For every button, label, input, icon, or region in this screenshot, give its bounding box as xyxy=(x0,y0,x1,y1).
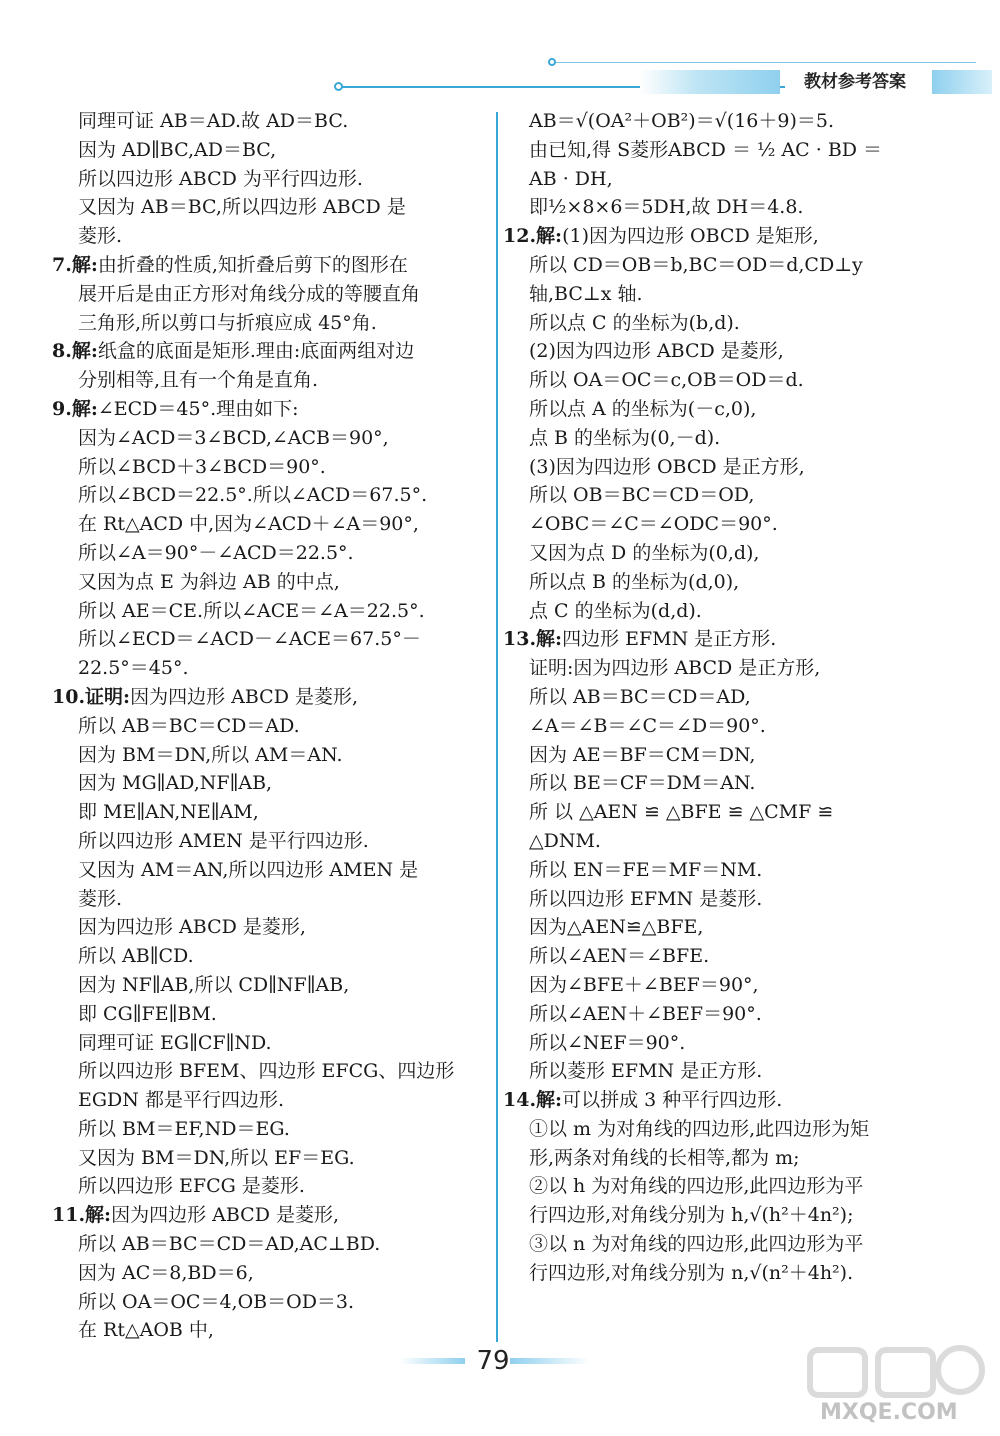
question-label: 11.解: xyxy=(52,1204,112,1227)
line-text: 因为 BM＝DN,所以 AM＝AN. xyxy=(78,743,343,766)
header-rule xyxy=(556,62,976,63)
text-line xyxy=(503,1201,933,1230)
line-text: 证明:因为四边形 ABCD 是正方形, xyxy=(529,657,821,680)
line-text: 在 Rt△ACD 中,因为∠ACD＋∠A＝90°, xyxy=(78,513,419,536)
text-line xyxy=(503,539,933,568)
question-label: 9.解: xyxy=(52,397,98,420)
line-text: ①以 m 为对角线的四边形,此四边形为矩 xyxy=(529,1117,870,1140)
text-line xyxy=(52,1230,492,1259)
text-line xyxy=(503,597,933,626)
line-text: 可以拼成 3 种平行四边形. xyxy=(562,1089,783,1112)
text-line xyxy=(52,856,492,885)
question-label: 10.证明: xyxy=(52,685,131,708)
line-text: 所 以 △AEN ≌ △BFE ≌ △CMF ≌ xyxy=(529,801,834,824)
text-line xyxy=(503,1029,933,1058)
line-text: 因为∠BFE＋∠BEF＝90°, xyxy=(529,973,759,996)
text-line xyxy=(503,453,933,482)
line-text: ③以 n 为对角线的四边形,此四边形为平 xyxy=(529,1233,864,1256)
line-text: ∠A＝∠B＝∠C＝∠D＝90°. xyxy=(529,714,766,737)
line-text: ∠OBC＝∠C＝∠ODC＝90°. xyxy=(529,513,778,536)
line-text: 分别相等,且有一个角是直角. xyxy=(78,369,319,392)
text-line xyxy=(52,1144,492,1173)
text-line xyxy=(52,481,492,510)
line-text: 所以 OA＝OC＝4,OB＝OD＝3. xyxy=(78,1290,355,1313)
text-line xyxy=(52,1115,492,1144)
header-bar-end xyxy=(932,70,992,94)
text-line xyxy=(503,1115,933,1144)
text-line xyxy=(52,1259,492,1288)
text-line xyxy=(503,769,933,798)
line-text: 因为四边形 ABCD 是菱形, xyxy=(78,916,306,939)
line-text: 又因为 AM＝AN,所以四边形 AMEN 是 xyxy=(78,858,419,881)
line-text: 菱形. xyxy=(78,225,123,248)
line-text: 所以∠AEN＝∠BFE. xyxy=(529,945,710,968)
line-text: 因为 AE＝BF＝CM＝DN, xyxy=(529,743,756,766)
question-label: 7.解: xyxy=(52,253,98,276)
text-line xyxy=(52,827,492,856)
header-dot-icon xyxy=(548,58,556,66)
line-text: ∠ECD＝45°.理由如下: xyxy=(97,397,299,420)
question-label: 13.解: xyxy=(503,628,563,651)
line-text: 即½×8×6＝5DH,故 DH＝4.8. xyxy=(529,196,804,219)
text-line xyxy=(503,798,933,827)
text-line xyxy=(503,654,933,683)
text-line xyxy=(52,1288,492,1317)
line-text: 所以 OA＝OC＝c,OB＝OD＝d. xyxy=(529,369,804,392)
line-text: 因为四边形 ABCD 是菱形, xyxy=(130,685,359,708)
text-line xyxy=(503,337,933,366)
text-line xyxy=(52,107,492,136)
line-text: 所以∠NEF＝90°. xyxy=(529,1031,686,1054)
text-line xyxy=(503,712,933,741)
line-text: 因为 NF∥AB,所以 CD∥NF∥AB, xyxy=(78,973,350,996)
line-text: 由折叠的性质,知折叠后剪下的图形在 xyxy=(97,253,408,276)
text-line xyxy=(503,366,933,395)
line-text: 所以四边形 EFCG 是菱形. xyxy=(78,1175,305,1198)
line-text: 因为∠ACD＝3∠BCD,∠ACB＝90°, xyxy=(78,426,389,449)
text-line xyxy=(503,395,933,424)
line-text: 因为四边形 ABCD 是菱形, xyxy=(111,1204,340,1227)
text-line xyxy=(503,827,933,856)
line-text: 所以四边形 BFEM、四边形 EFCG、四边形 xyxy=(78,1060,455,1083)
text-line xyxy=(52,309,492,338)
line-text: (2)因为四边形 ABCD 是菱形, xyxy=(529,340,784,363)
line-text: 所以∠ECD＝∠ACD－∠ACE＝67.5°－ xyxy=(78,628,421,651)
line-text: 由已知,得 S菱形ABCD ＝ ½ AC · BD ＝ xyxy=(529,138,883,161)
text-line xyxy=(52,885,492,914)
line-text: 所以四边形 EFMN 是菱形. xyxy=(529,887,763,910)
text-line xyxy=(52,568,492,597)
question-label: 14.解: xyxy=(503,1089,563,1112)
line-text: 因为△AEN≌△BFE, xyxy=(529,916,704,939)
header-dot-icon xyxy=(334,82,343,91)
line-text: 所以四边形 ABCD 为平行四边形. xyxy=(78,167,363,190)
line-text: 点 C 的坐标为(d,d). xyxy=(529,599,702,622)
text-line xyxy=(52,597,492,626)
text-line xyxy=(52,741,492,770)
text-line xyxy=(503,481,933,510)
line-text: 行四边形,对角线分别为 h,√(h²＋4n²); xyxy=(529,1204,854,1227)
text-line xyxy=(503,1172,933,1201)
line-text: 因为 AD∥BC,AD＝BC, xyxy=(78,138,277,161)
text-line xyxy=(503,942,933,971)
text-line xyxy=(52,1029,492,1058)
text-line xyxy=(52,424,492,453)
line-text: 轴,BC⊥x 轴. xyxy=(529,282,643,305)
text-line xyxy=(52,251,492,280)
line-text: 所以∠BCD＋3∠BCD＝90°. xyxy=(78,455,326,478)
text-line xyxy=(503,510,933,539)
line-text: 即 CG∥FE∥BM. xyxy=(78,1002,217,1025)
line-text: 所以 BM＝EF,ND＝EG. xyxy=(78,1117,290,1140)
line-text: 所以 BE＝CF＝DM＝AN. xyxy=(529,772,756,795)
watermark-text: MXQE.COM xyxy=(820,1400,958,1425)
line-text: 所以∠A＝90°－∠ACD＝22.5°. xyxy=(78,541,354,564)
text-line xyxy=(503,741,933,770)
line-text: 同理可证 AB＝AD.故 AD＝BC. xyxy=(78,110,349,132)
line-text: 22.5°＝45°. xyxy=(78,657,189,680)
text-line xyxy=(52,366,492,395)
text-line xyxy=(52,1086,492,1115)
text-line xyxy=(503,1086,933,1115)
question-label: 8.解: xyxy=(52,340,98,363)
section-title: 教材参考答案 xyxy=(804,72,906,92)
line-text: 所以 AE＝CE.所以∠ACE＝∠A＝22.5°. xyxy=(78,599,425,622)
text-line xyxy=(503,222,933,251)
text-line xyxy=(503,309,933,338)
text-line xyxy=(503,568,933,597)
text-line xyxy=(503,136,933,165)
line-text: (1)因为四边形 OBCD 是矩形, xyxy=(562,225,819,248)
text-line xyxy=(503,193,933,222)
text-line xyxy=(52,1201,492,1230)
line-text: 所以 AB＝BC＝CD＝AD. xyxy=(78,714,300,737)
text-line xyxy=(52,453,492,482)
text-line xyxy=(503,424,933,453)
line-text: (3)因为四边形 OBCD 是正方形, xyxy=(529,455,805,478)
text-line xyxy=(503,625,933,654)
text-line xyxy=(52,165,492,194)
footer-decoration xyxy=(400,1358,465,1364)
line-text: 所以点 A 的坐标为(－c,0), xyxy=(529,397,757,420)
text-line xyxy=(503,683,933,712)
text-line xyxy=(52,193,492,222)
line-text: 即 ME∥AN,NE∥AM, xyxy=(78,801,259,824)
line-text: 所以 AB＝BC＝CD＝AD,AC⊥BD. xyxy=(78,1233,381,1256)
text-line xyxy=(503,1000,933,1029)
line-text: 菱形. xyxy=(78,887,123,910)
line-text: 点 B 的坐标为(0,－d). xyxy=(529,426,721,449)
line-text: 行四边形,对角线分别为 n,√(n²＋4h²). xyxy=(529,1261,854,1284)
header-bar xyxy=(640,70,780,94)
text-line xyxy=(52,798,492,827)
text-line xyxy=(52,971,492,1000)
column-divider xyxy=(496,112,498,1342)
footer-decoration xyxy=(510,1358,590,1364)
right-column xyxy=(503,107,933,1288)
line-text: 纸盒的底面是矩形.理由:底面两组对边 xyxy=(97,340,415,363)
text-line xyxy=(52,136,492,165)
line-text: 因为 AC＝8,BD＝6, xyxy=(78,1261,254,1284)
question-label: 12.解: xyxy=(503,225,563,248)
line-text: ②以 h 为对角线的四边形,此四边形为平 xyxy=(529,1175,864,1198)
text-line xyxy=(52,1000,492,1029)
text-line xyxy=(52,913,492,942)
line-text: AB · DH, xyxy=(529,167,613,190)
line-text: AB＝√(OA²＋OB²)＝√(16＋9)＝5. xyxy=(529,110,835,132)
line-text: 所以四边形 AMEN 是平行四边形. xyxy=(78,829,369,852)
line-text: 又因为点 D 的坐标为(0,d), xyxy=(529,541,760,564)
text-line xyxy=(503,1259,933,1288)
line-text: 因为 MG∥AD,NF∥AB, xyxy=(78,772,273,795)
line-text: 所以 CD＝OB＝b,BC＝OD＝d,CD⊥y xyxy=(529,253,863,276)
text-line xyxy=(52,712,492,741)
line-text: 所以菱形 EFMN 是正方形. xyxy=(529,1060,763,1083)
line-text: 三角形,所以剪口与折痕应成 45°角. xyxy=(78,311,377,334)
text-line xyxy=(52,625,492,654)
line-text: 同理可证 EG∥CF∥ND. xyxy=(78,1031,272,1054)
line-text: 又因为点 E 为斜边 AB 的中点, xyxy=(78,570,340,593)
text-line xyxy=(52,769,492,798)
line-text: 又因为 BM＝DN,所以 EF＝EG. xyxy=(78,1146,355,1169)
text-line xyxy=(52,395,492,424)
text-line xyxy=(503,165,933,194)
line-text: 又因为 AB＝BC,所以四边形 ABCD 是 xyxy=(78,196,406,219)
text-line xyxy=(503,971,933,1000)
text-line xyxy=(52,337,492,366)
text-line xyxy=(52,222,492,251)
text-line xyxy=(52,1316,492,1345)
line-text: 所以∠AEN＋∠BEF＝90°. xyxy=(529,1002,762,1025)
text-line xyxy=(503,251,933,280)
line-text: 在 Rt△AOB 中, xyxy=(78,1319,214,1342)
line-text: 所以 AB∥CD. xyxy=(78,945,194,968)
text-line xyxy=(503,280,933,309)
line-text: EGDN 都是平行四边形. xyxy=(78,1089,284,1112)
line-text: 四边形 EFMN 是正方形. xyxy=(562,628,777,651)
line-text: 所以点 C 的坐标为(b,d). xyxy=(529,311,740,334)
line-text: 所以 EN＝FE＝MF＝NM. xyxy=(529,858,763,881)
line-text: 形,两条对角线的长相等,都为 m; xyxy=(529,1146,800,1169)
text-line xyxy=(52,683,492,712)
text-line xyxy=(503,885,933,914)
text-line xyxy=(503,107,933,136)
text-line xyxy=(52,942,492,971)
line-text: 所以 OB＝BC＝CD＝OD, xyxy=(529,484,755,507)
line-text: △DNM. xyxy=(529,829,601,852)
text-line xyxy=(52,280,492,309)
text-line xyxy=(52,510,492,539)
text-line xyxy=(503,913,933,942)
line-text: 所以 AB＝BC＝CD＝AD, xyxy=(529,685,751,708)
text-line xyxy=(503,1230,933,1259)
text-line xyxy=(52,539,492,568)
text-line xyxy=(52,654,492,683)
text-line xyxy=(503,856,933,885)
left-column xyxy=(52,107,492,1345)
page-number: 79 xyxy=(476,1346,510,1376)
text-line xyxy=(52,1057,492,1086)
line-text: 展开后是由正方形对角线分成的等腰直角 xyxy=(78,282,421,305)
line-text: 所以∠BCD＝22.5°.所以∠ACD＝67.5°. xyxy=(78,484,428,507)
text-line xyxy=(52,1172,492,1201)
text-line xyxy=(503,1057,933,1086)
line-text: 所以点 B 的坐标为(d,0), xyxy=(529,570,740,593)
text-line xyxy=(503,1144,933,1173)
